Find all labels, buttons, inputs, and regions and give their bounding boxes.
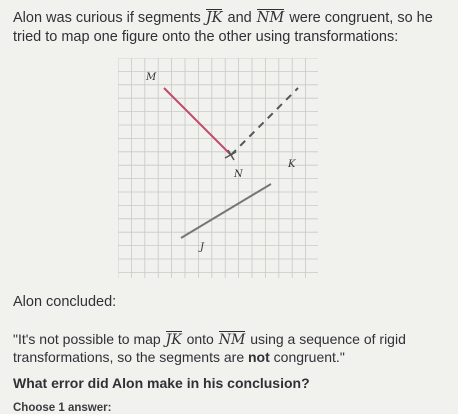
segment-nm-label: NM [256, 10, 285, 26]
intro-text-2: were congruent, so he tried to map one figure onto the other using transformations: [13, 10, 433, 45]
intro-text-1: Alon was curious if segments [13, 10, 201, 26]
quote-onto: onto [186, 331, 214, 347]
question-text: What error did Alon make in his conclusion? [13, 375, 310, 391]
quote-text-3: congruent." [273, 349, 345, 365]
label-n: N [234, 169, 243, 180]
label-k: K [288, 159, 296, 170]
quote-segment-nm: NM [218, 332, 246, 348]
quote-text-2: using a sequence of rigid transformations, so the segments are [13, 331, 406, 365]
quote-segment-jk: JK [165, 332, 182, 348]
transformation-figure [118, 58, 318, 278]
intro-and: and [227, 10, 252, 26]
choose-answer-label: Choose 1 answer: [13, 402, 112, 414]
quote-not: not [248, 349, 270, 365]
quote-text-1: "It's not possible to map [13, 331, 161, 347]
label-m: M [146, 72, 157, 83]
concluded-label: Alon concluded: [13, 294, 117, 310]
segment-jk-label: JK [205, 10, 223, 26]
problem-intro [13, 9, 450, 47]
grid-figure [118, 58, 318, 278]
alon-quote [13, 330, 450, 366]
label-j: J [200, 242, 205, 253]
